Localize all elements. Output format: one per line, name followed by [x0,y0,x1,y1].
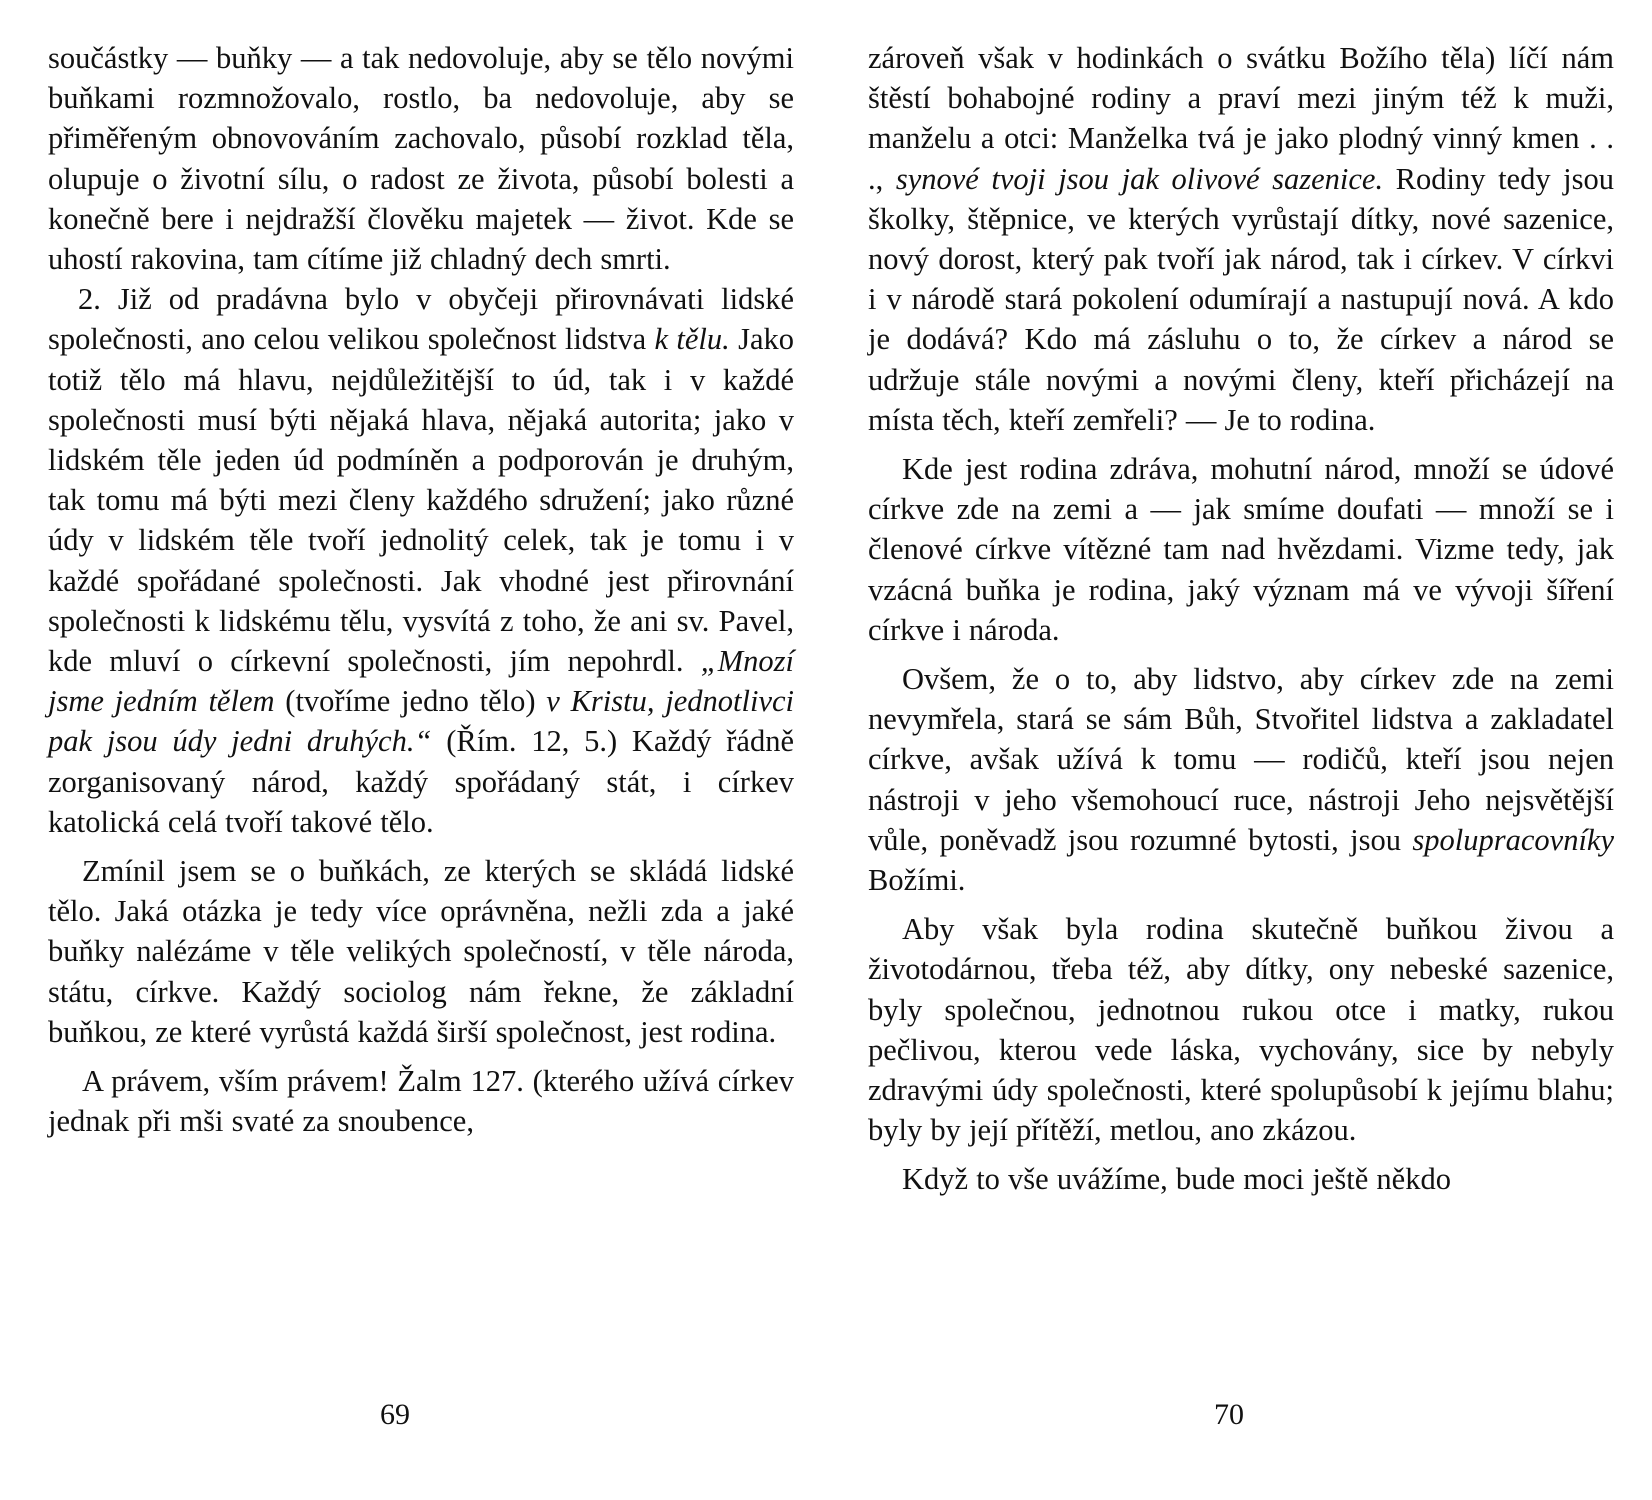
italic-run: spolupracovníky [1412,822,1614,857]
text-run: Božími. [868,863,966,898]
text-run: Když to vše uvážíme, bude moci ještě někdo [902,1162,1451,1197]
right-page [868,38,1614,1200]
text-run: (tvoříme jedno tělo) [274,684,547,719]
text-run: (Řím. 12, 5.) Každý řádně zorganisovaný národ, každý spořádaný stát, i církev katolická celá tvoří takové tělo. [48,724,794,839]
italic-run: synové tvoji jsou jak olivové sazenice. [895,161,1384,196]
italic-run: „Mnozí jsme jedním tělem [48,644,794,719]
text-run: 2. Již od pradávna bylo v obyčeji přirovnávati lidské společnosti, ano celou velikou společnost lidstva [48,282,794,357]
text-run: Rodiny tedy jsou školky, štěpnice, ve kterých vyrůstají dítky, nové sazenice, nový dorost, který pak tvoří jak národ, tak i církev. V církvi i v národě stará pokolení odumírají a nastupují nová. A kdo je dodává? Kdo má zásluhu o to, že církev a národ se udržuje stále novými a novými členy, kteří přicházejí na místa těch, kteří zemřeli? — Je to rodina. [868,161,1615,437]
left-page-number: 69 [380,1398,410,1431]
text-run: Zmínil jsem se o buňkách, ze kterých se skládá lidské tělo. Jaká otázka je tedy více oprávněna, nežli zda a jaké buňky nalézáme v těle velikých společností, v těle národa, státu, církve. Každý sociolog nám řekne, že základní buňkou, ze které vyrůstá každá širší společnost, jest rodina. [48,854,794,1049]
left-paragraph-3 [48,851,794,1052]
right-paragraph-5 [868,1159,1614,1199]
left-paragraph-1 [48,38,794,279]
right-paragraph-1 [868,38,1614,440]
italic-run: k tělu. [654,322,730,357]
text-run: A právem, vším právem! Žalm 127. (kterého užívá církev jednak při mši svaté za snoubence, [48,1064,794,1139]
right-paragraph-3 [868,659,1614,900]
text-run: Ovšem, že o to, aby lidstvo, aby církev zde na zemi nevymřela, stará se sám Bůh, Stvořitel lidstva a zakladatel církve, avšak užívá k tomu — rodičů, kteří jsou nejen nástroji v jeho všemohoucí ruce, nástroji Jeho nejsvětější vůle, poněvadž jsou rozumné bytosti, jsou [868,662,1614,857]
text-run: součástky — buňky — a tak nedovoluje, aby se tělo novými buňkami rozmnožovalo, rostlo, ba nedovoluje, aby se přiměřeným obnovováním zachovalo, působí rozklad těla, olupuje o životní sílu, o radost ze života, působí bolesti a konečně bere i nejdražší člověku majetek — život. Kde se uhostí rakovina, tam cítíme již chladný dech smrti. [48,41,794,277]
right-paragraph-2 [868,449,1614,650]
text-run: Kde jest rodina zdráva, mohutní národ, množí se údové církve zde na zemi a — jak smíme doufati — množí se i členové církve vítězné tam nad hvězdami. Vizme tedy, jak vzácná buňka je rodina, jaký význam má ve vývoji šíření církve i národa. [868,452,1614,647]
right-page-number: 70 [1214,1398,1244,1431]
text-run: Aby však byla rodina skutečně buňkou živou a životodárnou, třeba též, aby dítky, ony nebeské sazenice, byly společnou, jednotnou rukou otce i matky, rukou pečlivou, kterou vede láska, vychovány, sice by nebyly zdravými údy společnosti, které spolupůsobí k jejímu blahu; byly by její přítěží, metlou, ano zkázou. [868,912,1614,1148]
text-run: zároveň však v hodinkách o svátku Božího těla) líčí nám štěstí bohabojné rodiny a praví mezi jiným též k muži, manželu a otci: Manželka tvá je jako plodný vinný kmen . . ., [868,41,1614,196]
left-paragraph-4 [48,1061,794,1141]
left-paragraph-2 [48,279,794,842]
left-page [48,38,794,1141]
right-paragraph-4 [868,909,1614,1150]
text-run: Jako totiž tělo má hlavu, nejdůležitější to úd, tak i v každé společnosti musí býti nějaká hlava, nějaká autorita; jako v lidském těle jeden úd podmíněn a podporován je druhým, tak tomu má býti mezi členy každého sdružení; jako různé údy v lidském těle tvoří jednolitý celek, tak je tomu i v každé spořádané společnosti. Jak vhodné jest přirovnání společnosti k lidskému tělu, vysvítá z toho, že ani sv. Pavel, kde mluví o církevní společnosti, jím nepohrdl. [48,322,794,679]
italic-run: v Kristu, jednotlivci pak jsou údy jedni druhých.“ [48,684,794,759]
